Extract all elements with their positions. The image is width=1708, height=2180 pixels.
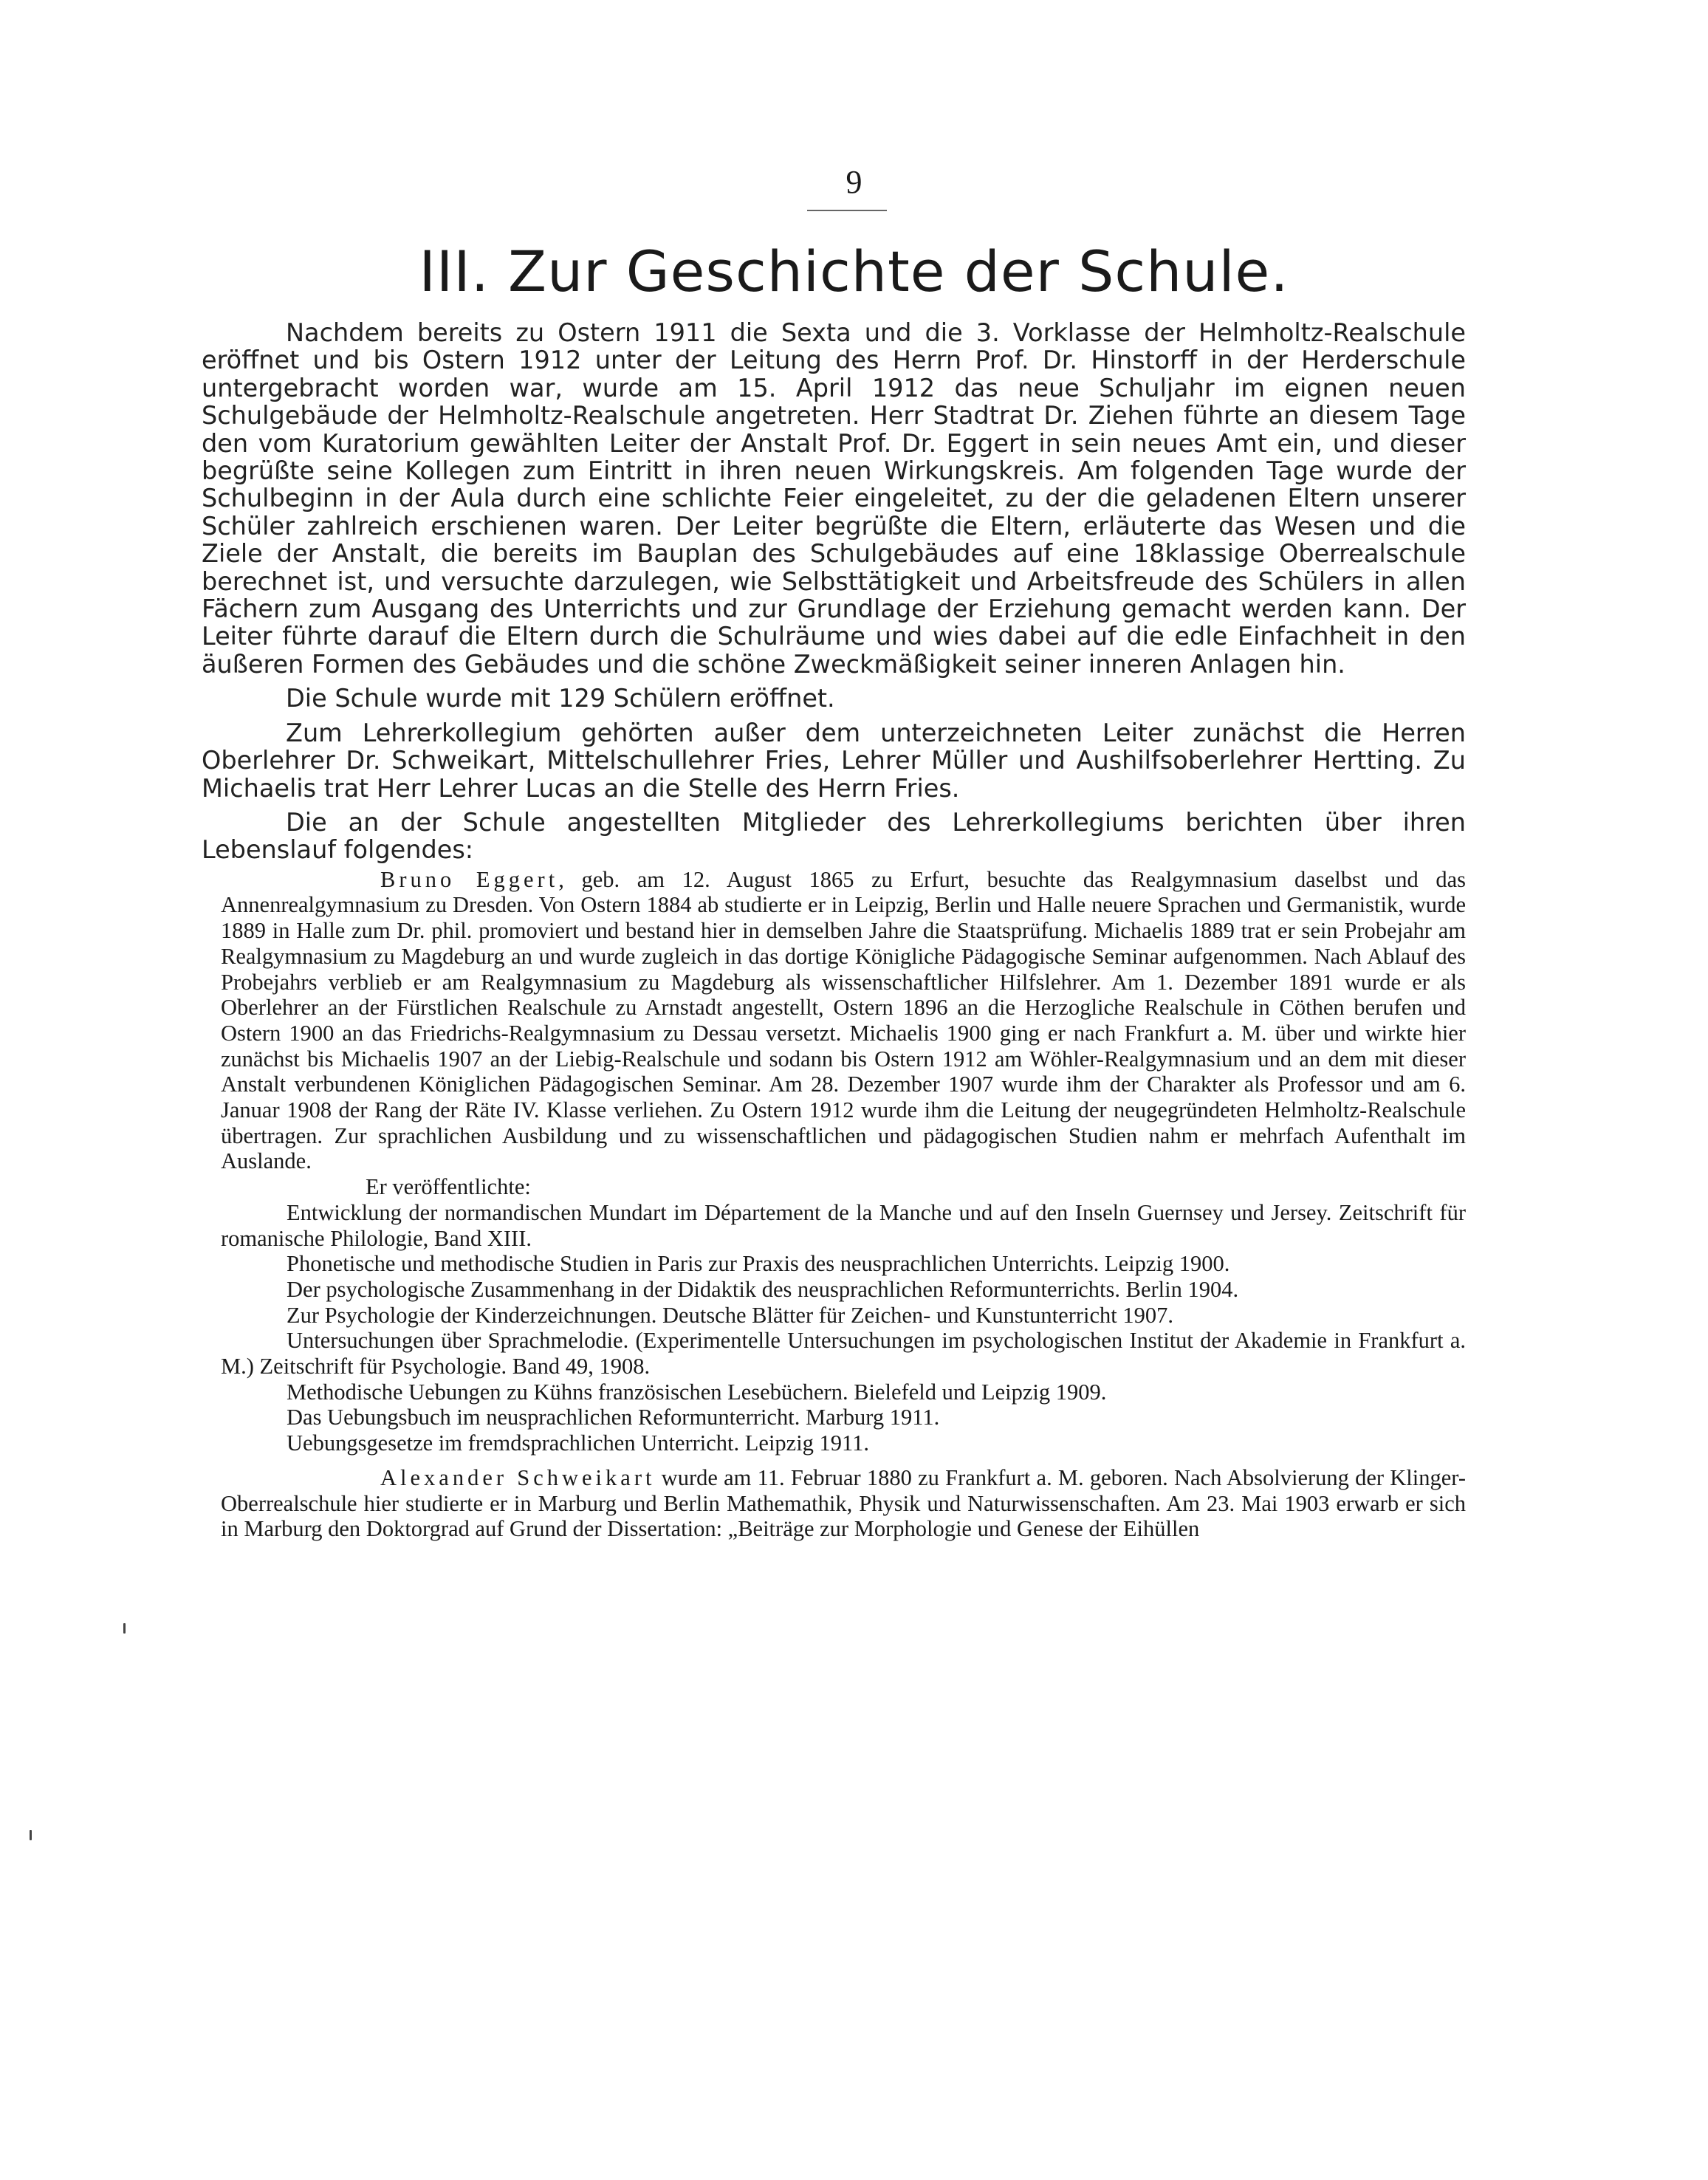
page-number: 9: [846, 164, 862, 200]
page-body: [202, 319, 1466, 1542]
publication-item: Zur Psychologie der Kinderzeichnungen. Deutsche Blätter für Zeichen- und Kunstunterricht 1907.: [287, 1302, 1173, 1328]
publications-list: [221, 1200, 1466, 1456]
publication-item: Untersuchungen über Sprachmelodie. (Experimentelle Untersuchungen im psychologischen Institut der Akademie in Frankfurt a. M.) Zeitschrift für Psychologie. Band 49, 1908.: [221, 1328, 1466, 1379]
biography-eggert: [221, 867, 1466, 1174]
publication-item: Phonetische und methodische Studien in Paris zur Praxis des neusprachlichen Unterrichts. Leipzig 1900.: [287, 1251, 1230, 1277]
publication-item: Uebungsgesetze im fremdsprachlichen Unterricht. Leipzig 1911.: [287, 1430, 870, 1456]
publication-item: Der psychologische Zusammenhang in der Didaktik des neusprachlichen Reformunterrichts. Berlin 1904.: [287, 1276, 1239, 1302]
biography-schweikart: [221, 1465, 1466, 1542]
chapter-title: III. Zur Geschichte der Schule.: [419, 239, 1289, 304]
biography-name: Alexander Schweikart: [380, 1464, 656, 1490]
margin-mark: [123, 1623, 126, 1634]
margin-mark: [30, 1830, 32, 1840]
paragraph-faculty: Zum Lehrerkollegium gehörten außer dem unterzeichneten Leiter zunächst die Herren Oberlehrer Dr. Schweikart, Mittelschullehrer Fries, Lehrer Müller und Aushilfsoberlehrer Hertting. Zu Michaelis trat Herr Lehrer Lucas an die Stelle des Herrn Fries.: [202, 718, 1466, 803]
publication-item: Das Uebungsbuch im neusprachlichen Reformunterricht. Marburg 1911.: [287, 1405, 940, 1430]
biography-text: wurde am 11. Februar 1880 zu Frankfurt a. M. geboren. Nach Absolvierung der Klinger-Oberrealschule hier studierte er in Marburg und Berlin Mathemathik, Physik und Naturwissenschaften. Am 23. Mai 1903 erwarb er sich in Marburg den Doktorgrad auf Grund der Dissertation: „Beiträge zur Morphologie und Genese der Eihüllen: [221, 1464, 1466, 1542]
publication-item: Methodische Uebungen zu Kühns französischen Lesebüchern. Bielefeld und Leipzig 1909.: [287, 1379, 1107, 1405]
paragraph-enrollment: Die Schule wurde mit 129 Schülern eröffnet.: [286, 684, 835, 713]
publications-heading: Er veröffentlichte:: [366, 1174, 531, 1200]
biography-name: Bruno Eggert: [380, 866, 559, 892]
paragraph-opening: Nachdem bereits zu Ostern 1911 die Sexta und die 3. Vorklasse der Helmholtz-Realschule eröffnet und bis Ostern 1912 unter der Leitung des Herrn Prof. Dr. Hinstorff in der Herderschule untergebracht worden war, wurde am 15. April 1912 das neue Schuljahr im eignen neuen Schulgebäude der Helmholtz-Realschule angetreten. Herr Stadtrat Dr. Ziehen führte an diesem Tage den vom Kuratorium gewählten Leiter der Anstalt Prof. Dr. Eggert in sein neues Amt ein, und dieser begrüßte seine Kollegen zum Eintritt in ihren neuen Wirkungskreis. Am folgenden Tage wurde der Schulbeginn in der Aula durch eine schlichte Feier eingeleitet, zu der die geladenen Eltern unserer Schüler zahlreich erschienen waren. Der Leiter begrüßte die Eltern, erläuterte das Wesen und die Ziele der Anstalt, die bereits im Bauplan des Schulgebäudes auf eine 18klassige Oberrealschule berechnet ist, und versuchte darzulegen, wie Selbsttätigkeit und Arbeitsfreude des Schülers in allen Fächern zum Ausgang des Unterrichts und zur Grundlage der Erziehung gemacht werden kann. Der Leiter führte darauf die Eltern durch die Schulräume und wies dabei auf die edle Einfachheit in den äußeren Formen des Gebäudes und die schöne Zweckmäßigkeit seiner inneren Anlagen hin.: [202, 318, 1466, 679]
publication-item: Entwicklung der normandischen Mundart im Département de la Manche und auf den Inseln Guernsey und Jersey. Zeitschrift für romanische Philologie, Band XIII.: [221, 1199, 1466, 1251]
page-number-rule: [807, 210, 887, 211]
biography-text: , geb. am 12. August 1865 zu Erfurt, besuchte das Realgymnasium daselbst und das Annenrealgymnasium zu Dresden. Von Ostern 1884 ab studierte er in Leipzig, Berlin und Halle neuere Sprachen und Germanistik, wurde 1889 in Halle zum Dr. phil. promoviert und bestand hier in demselben Jahre die Staatsprüfung. Michaelis 1889 trat er sein Probejahr am Realgymnasium zu Magdeburg an und wurde zugleich in das dortige Königliche Pädagogische Seminar aufgenommen. Nach Ablauf des Probejahrs verblieb er am Realgymnasium zu Magdeburg als wissenschaftlicher Hilfslehrer. Am 1. Dezember 1891 wurde er als Oberlehrer an der Fürstlichen Realschule zu Arnstadt angestellt, Ostern 1896 an die Herzogliche Realschule in Cöthen berufen und Ostern 1900 an das Friedrichs-Realgymnasium zu Dessau versetzt. Michaelis 1900 ging er nach Frankfurt a. M. über und wirkte hier zunächst bis Michaelis 1907 an der Liebig-Realschule und sodann bis Ostern 1912 am Wöhler-Realgymnasium und an dem mit dieser Anstalt verbundenen Königlichen Pädagogischen Seminar. Am 28. Dezember 1907 wurde ihm der Charakter als Professor und am 6. Januar 1908 der Rang der Räte IV. Klasse verliehen. Zu Ostern 1912 wurde ihm die Leitung der neugegründeten Helmholtz-Realschule übertragen. Zur sprachlichen Ausbildung und zu wissenschaftlichen und pädagogischen Studien nahm er mehrfach Aufenthalt im Auslande.: [221, 866, 1466, 1174]
paragraph-biographies-intro: Die an der Schule angestellten Mitglieder des Lehrerkollegiums berichten über ihren Lebenslauf folgendes:: [202, 807, 1466, 865]
